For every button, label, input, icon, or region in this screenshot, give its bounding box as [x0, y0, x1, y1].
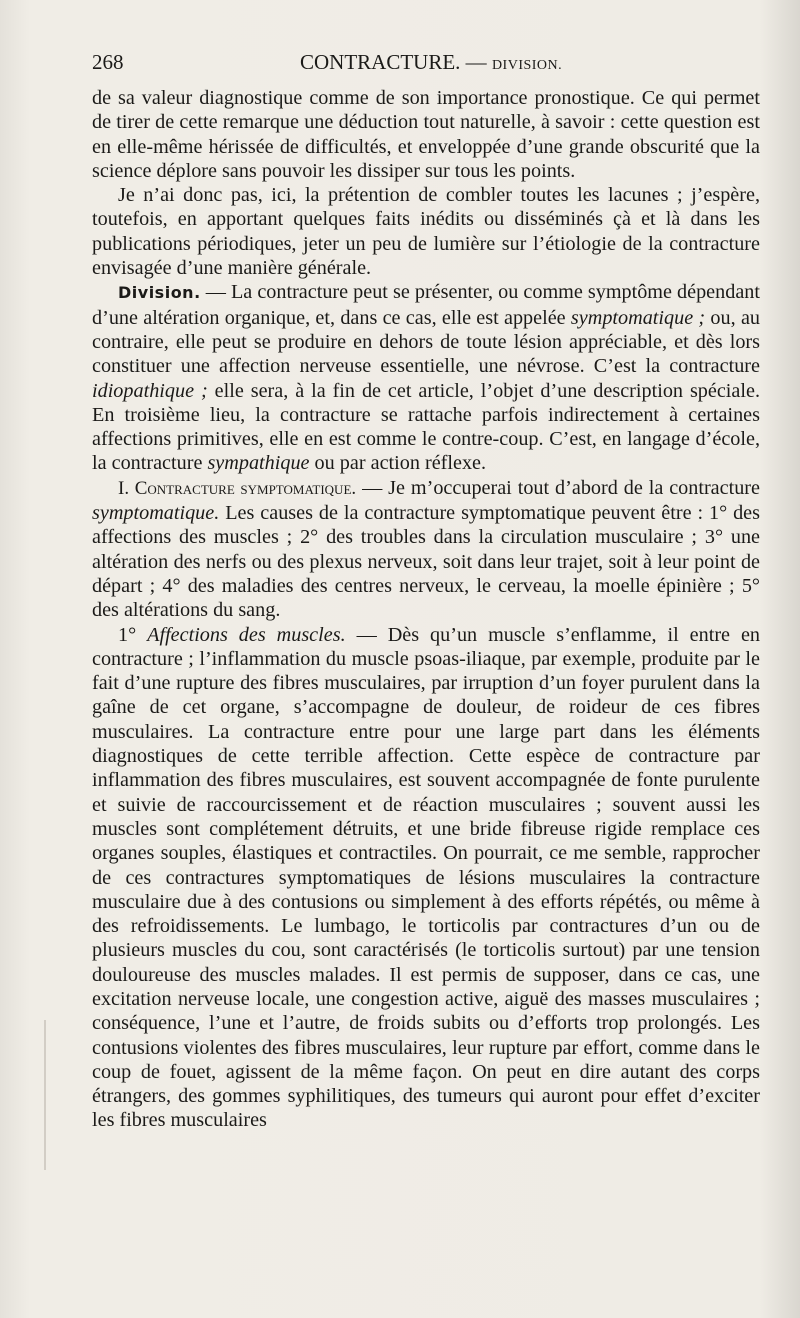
italic-term: sympathique: [207, 452, 310, 475]
paragraph-affections: [92, 623, 760, 1133]
paragraph-2: Je n’ai donc pas, ici, la prétention de combler toutes les lacunes ; j’espère, toutefois, en apportant quelques faits inédits ou disséminés çà et là dans les publications périodiques, jeter un peu de lumière sur l’étiologie de la contracture envisagée d’une manière générale.: [92, 184, 760, 280]
running-head-title: CONTRACTURE. —: [300, 50, 487, 74]
paragraph-symptomatique: [92, 476, 760, 623]
paragraph-division: [92, 280, 760, 475]
page-number: 268: [92, 50, 124, 74]
section-heading-division: Division.: [118, 283, 201, 303]
paragraph-text: elle sera, à la fin de cet article, l’objet d’une description spéciale. En troisième lieu, la contracture se rattache parfois indirectement à certaines affections primitives, elle en est comme le contre-coup. C’est, en langage d’école, la contracture: [92, 379, 760, 475]
running-head: [300, 50, 562, 75]
paragraph-text: — La contracture peut se présenter, ou comme symptôme dépendant d’une altération organique, et, dans ce cas, elle est appelée: [92, 281, 760, 329]
paragraph-text: — Je m’occuperai tout d’abord de la contracture: [356, 476, 760, 499]
paragraph-1: de sa valeur diagnostique comme de son importance pronostique. Ce qui permet de tirer de cette remarque une déduction tout naturelle, à savoir : cette question est en elle-même hérissée de difficultés, et enveloppée d’une grande obscurité que la science déplore sans pouvoir les dissiper sur tous les points.: [92, 87, 760, 182]
italic-term: idiopathique ;: [92, 379, 208, 402]
paragraph-text: ou par action réflexe.: [309, 452, 487, 475]
italic-term: symptomatique.: [92, 502, 220, 525]
paragraph-text: Les causes de la contracture symptomatique peuvent être : 1° des affections des muscles ; 2° des troubles dans la circulation musculaire ; 3° une altération des nerfs ou des plexus nerveux, soit dans leur trajet, soit à leur point de départ ; 4° des maladies des centres nerveux, le cerveau, la moelle épinière ; 5° des altérations du sang.: [92, 502, 760, 622]
margin-mark: [44, 1020, 46, 1170]
subsection-heading-affections: Affections des muscles.: [147, 623, 346, 646]
section-heading-symptomatique: I. Contracture symptomatique.: [118, 477, 357, 499]
paragraph-text: — Dès qu’un muscle s’enflamme, il entre en contracture ; l’inflammation du muscle psoas-iliaque, par exemple, produite par le fait d’une rupture des fibres musculaires, par irruption d’un foyer purulent dans la gaîne de cet organe, s’accompagne de douleur, de roideur de ces fibres musculaires. La contracture entre pour une large part dans les éléments diagnostiques de cette terrible affection. Cette espèce de contracture par inflammation des fibres musculaires, est souvent accompagnée de fonte purulente et suivie de raccourcissement et de réaction musculaires ; souvent aussi les muscles sont complétement détruits, et une bride fibreuse rigide remplace ces organes souples, élastiques et contractiles. On pourrait, ce me semble, rapprocher de ces contractures symptomatiques de lésions musculaires la contracture musculaire due à des contusions ou simplement à des efforts répétés, ou même à des refroidissements. Le lumbago, le torticolis par contractures d’un ou de plusieurs muscles du cou, sont caractérisés (le torticolis surtout) par une tension douloureuse des muscles malades. Il est permis de supposer, dans ce cas, une excitation nerveuse locale, une congestion active, aiguë des masses musculaires ; conséquence, l’une et l’autre, de froids subits ou d’efforts trop prolongés. Les contusions violentes des fibres musculaires, leur rupture par effort, comme dans le coup de fouet, agissent de la même façon. On peut en dire autant des corps étrangers, des gommes syphilitiques, des tumeurs qui auront pour effet d’exciter les fibres musculaires: [92, 623, 760, 1132]
italic-term: symptomatique ;: [570, 306, 706, 329]
paragraph-text: ou, au contraire, elle peut se produire en dehors de toute lésion appréciable, et dès lors constituer une affection nerveuse essentielle, une névrose. C’est la contracture: [92, 306, 760, 378]
page-header: [92, 50, 760, 80]
body-text: [92, 86, 760, 1133]
running-head-section: DIVISION.: [491, 58, 563, 73]
paragraph-text: 1°: [118, 623, 148, 646]
